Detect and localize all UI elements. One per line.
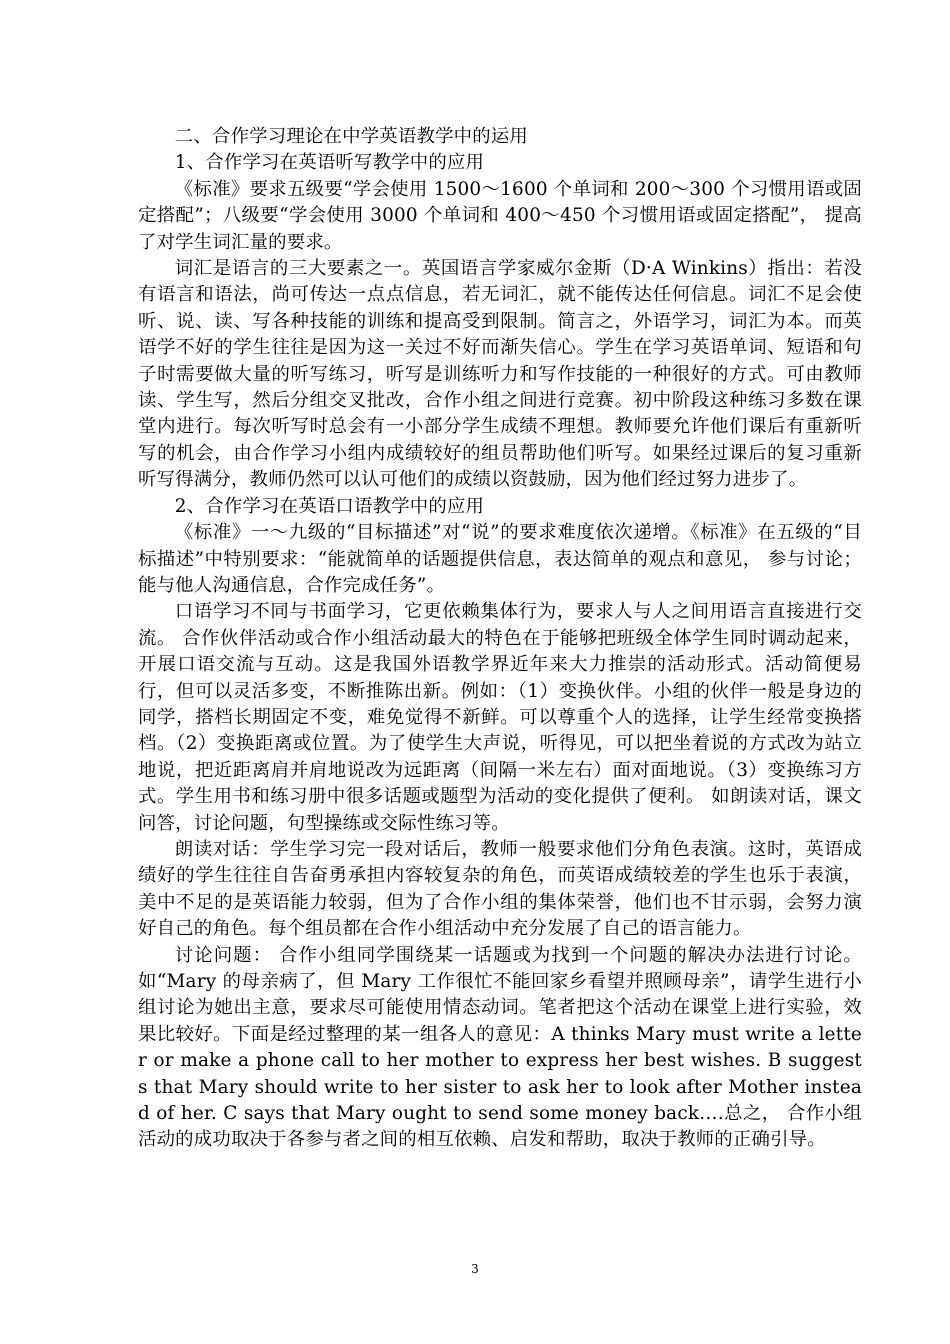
paragraph-oral-learning: 口语学习不同与书面学习，它更依赖集体行为，要求人与人之间用语言直接进行交流。 合作伙伴活动或合作小组活动最大的特色在于能够把班级全体学生同时调动起来，开展口语交流与互动。这是我国外语教学界近年来大力推崇的活动形式。活动简便易行，但可以灵活多变，不断推陈出新。例如：（1）变换伙伴。小组的伙伴一般是身边的同学，搭档长期固定不变，难免觉得不新鲜。可以尊重个人的选择，让学生经常变换搭档。（2）变换距离或位置。为了使学生大声说，听得见，可以把坐着说的方式改为站立地说，把近距离肩并肩地说改为远距离（间隔一米左右）面对面地说。（3）变换练习方式。学生用书和练习册中很多话题或题型为活动的变化提供了便利。 如朗读对话，课文问答，讨论问题，句型操练或交际性练习等。: [138, 601, 862, 834]
subsection-heading-speaking: 2、合作学习在英语口语教学中的应用: [174, 495, 485, 517]
paragraph-standard-speaking: 《标准》一～九级的“目标描述”对“说”的要求难度依次递增。《标准》在五级的“目标描述”中特别要求：“能就简单的话题提供信息，表达简单的观点和意见， 参与讨论； 能与他人沟通信息，合作完成任务”。: [138, 522, 862, 596]
paragraph-vocabulary-importance: 词汇是语言的三大要素之一。英国语言学家威尔金斯（D·A Winkins）指出：若没有语言和语法，尚可传达一点点信息，若无词汇，就不能传达任何信息。词汇不足会使听、说、读、写各种技能的训练和提高受到限制。简言之，外语学习，词汇为本。而英语学不好的学生往往是因为这一关过不好而渐失信心。学生在学习英语单词、短语和句子时需要做大量的听写练习，听写是训练听力和写作技能的一种很好的方式。可由教师读、学生写，然后分组交叉批改，合作小组之间进行竞赛。初中阶段这种练习多数在课堂内进行。每次听写时总会有一小部分学生成绩不理想。教师要允许他们课后有重新听写的机会，由合作学习小组内成绩较好的组员帮助他们听写。如果经过课后的复习重新听写得满分，教师仍然可以认可他们的成绩以资鼓励，因为他们经过努力进步了。: [138, 258, 862, 491]
document-body: [138, 124, 862, 1154]
section-heading: 二、合作学习理论在中学英语教学中的运用: [174, 126, 529, 147]
page-number: 3: [471, 1262, 479, 1276]
paragraph-reading-dialogue: 朗读对话：学生学习完一段对话后，教师一般要求他们分角色表演。这时，英语成绩好的学生往往自告奋勇承担内容较复杂的角色，而英语成绩较差的学生也乐于表演，美中不足的是英语能力较弱，但为了合作小组的集体荣誉，他们也不甘示弱，会努力演好自己的角色。每个组员都在合作小组活动中充分发展了自己的语言能力。: [138, 838, 862, 940]
paragraph-discussion: 讨论问题： 合作小组同学围绕某一话题或为找到一个问题的解决办法进行讨论。如“Mary 的母亲病了，但 Mary 工作很忙不能回家乡看望并照顾母亲”，请学生进行小组讨论为她出主意，要求尽可能使用情态动词。笔者把这个活动在课堂上进行实验，效果比较好。下面是经过整理的某一组各人的意见：A thinks Mary must write a letter or make a phone call to her mother to express her best wishes. B suggests that Mary should write to her sister to ask her to look after Mother instead of her. C says that Mary ought to send some money back….总之， 合作小组活动的成功取决于各参与者之间的相互依赖、启发和帮助，取决于教师的正确引导。: [138, 944, 862, 1151]
subsection-heading-listening-writing: 1、合作学习在英语听写教学中的应用: [174, 152, 485, 174]
paragraph-standard-vocabulary: 《标准》要求五级要“学会使用 1500～1600 个单词和 200～300 个习惯用语或固定搭配”；八级要“学会使用 3000 个单词和 400～450 个习惯用语或固定搭配”， 提高了对学生词汇量的要求。: [138, 178, 862, 253]
